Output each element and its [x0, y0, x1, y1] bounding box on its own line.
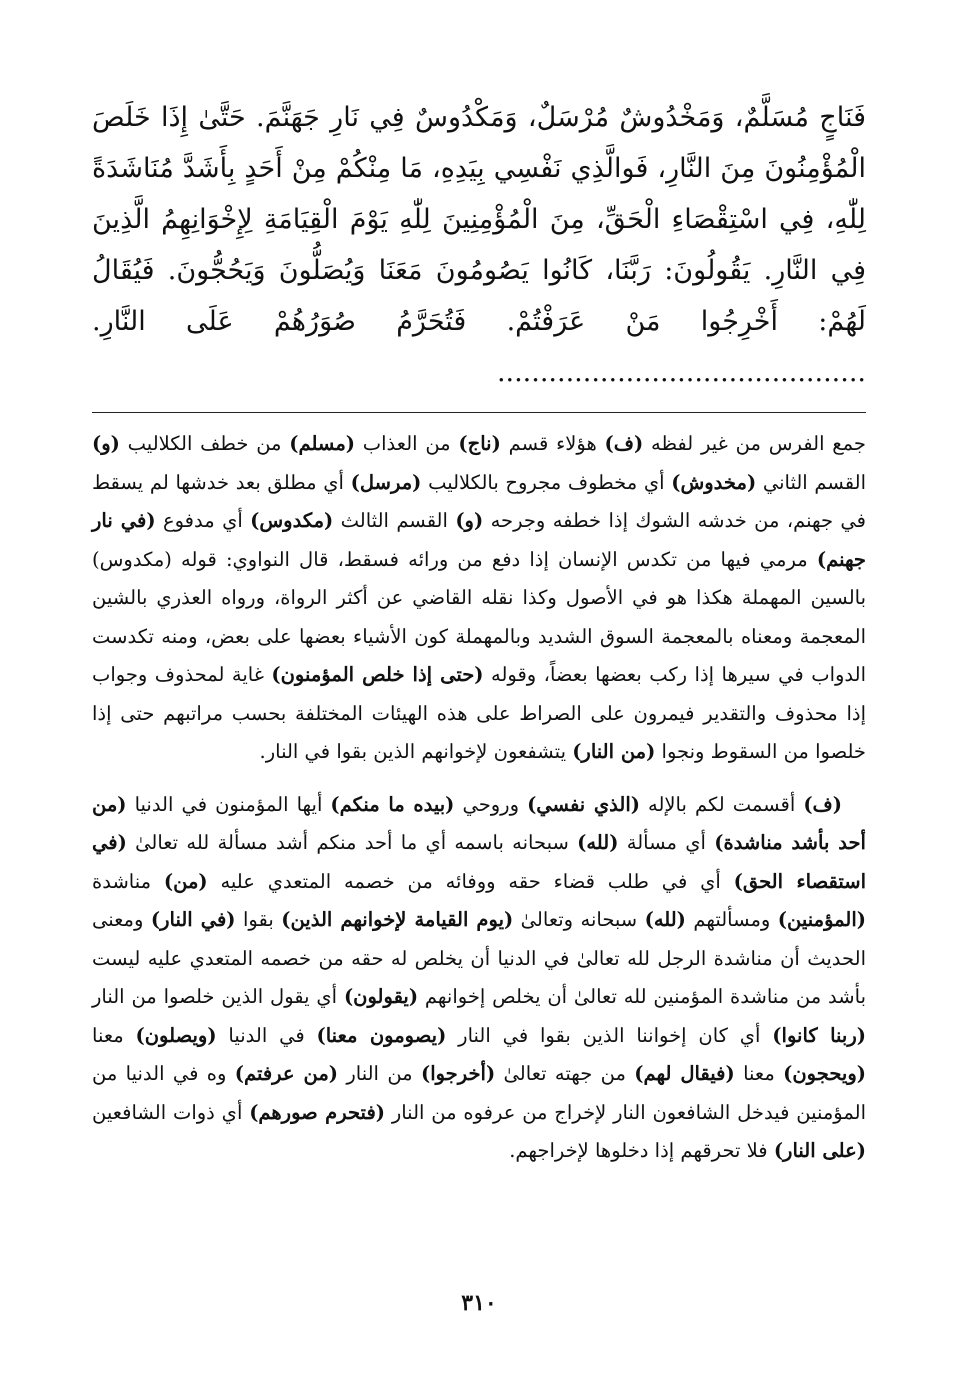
- commentary-p2-lemma: (ويصلون): [135, 1023, 217, 1047]
- commentary-p1-lemma: (مرسل): [350, 470, 422, 494]
- commentary-p1-text: القسم الثاني: [756, 470, 866, 494]
- commentary-p2-lemma: (يوم القيامة لإخوانهم الذين): [281, 908, 514, 931]
- commentary-p2-text: في الدنيا: [216, 1023, 317, 1047]
- commentary-p2-lemma: (الذي نفسي): [527, 792, 640, 816]
- commentary-p2-text: سبحانه وتعالىٰ: [513, 908, 645, 931]
- commentary-p1-text: من خطف الكلاليب: [119, 432, 290, 455]
- commentary-p2-text: بقوا: [235, 908, 282, 931]
- page-number: ٣١٠: [461, 1290, 497, 1316]
- commentary-p2-lemma: (ف): [803, 792, 842, 816]
- commentary-p1-lemma: (و): [455, 509, 484, 532]
- commentary-p1-text: غاية لمحذوف وجواب إذا محذوف والتقدير فيمرون على الصراط على هذه الهيئات المختلفة بحسب مراتبهم حتى إذا خلصوا من السقوط ونجوا: [92, 663, 866, 763]
- commentary-p2-lemma: (يصومون معنا): [316, 1023, 447, 1047]
- commentary-p1-text: جمع الفرس من غير لفظه: [643, 432, 866, 455]
- page: [92, 92, 866, 1339]
- commentary-p1-lemma: (حتى إذا خلص المؤمنون): [271, 663, 484, 686]
- commentary-p2-text: أي في طلب قضاء حقه ووفائه من خصمه المتعدي عليه: [207, 869, 734, 893]
- commentary-p2-lemma: (من عرفتم): [234, 1062, 339, 1085]
- commentary-p2-lemma: (أخرجوا): [420, 1062, 496, 1085]
- commentary-p2-text: سبحانه باسمه أي ما أحد منكم أشد مسألة لله تعالىٰ: [126, 831, 578, 854]
- commentary-p2-lemma: (لله): [577, 831, 619, 854]
- commentary-p2-text: وه في الدنيا من المؤمنين فيدخل الشافعون النار لإخراج من عرفوه من النار: [92, 1062, 866, 1124]
- commentary-p2-lemma: (لله): [644, 908, 686, 931]
- commentary-p2-text: أقسمت لكم بالإله: [639, 792, 804, 816]
- commentary-p2-text: أي كان إخواننا الذين بقوا في النار: [446, 1023, 773, 1047]
- commentary-p2-text: فلا تحرقهم إذا دخلوها لإخراجهم.: [509, 1139, 774, 1162]
- commentary-p1-lemma: (مسلم): [289, 432, 355, 455]
- commentary-p2-text: أي مسألة: [618, 831, 715, 854]
- commentary-p1-lemma: (ناج): [458, 432, 501, 455]
- separator-rule: [92, 412, 866, 413]
- commentary-p1-text: أي مدفوع: [155, 509, 251, 532]
- hadith-text: فَنَاجٍ مُسَلَّمٌ، وَمَخْدُوشٌ مُرْسَلٌ، وَمَكْدُوسٌ فِي نَارِ جَهَنَّمَ. حَتَّىٰ إِذَا خَلَصَ الْمُؤْمِنُونَ مِنَ النَّارِ، فَوالَّذِي نَفْسِي بِيَدِهِ، مَا مِنْكُمْ مِنْ أَحَدٍ بِأَشَدَّ مُنَاشَدَةً لِلّٰهِ، فِي اسْتِقْصَاءِ الْحَقِّ، مِنَ الْمُؤْمِنِينَ لِلّٰهِ يَوْمَ الْقِيَامَةِ لِإِخْوَانِهِمُ الَّذِينَ فِي النَّارِ. يَقُولُونَ: رَبَّنَا، كَانُوا يَصُومُونَ مَعَنَا وَيُصَلُّونَ وَيَحُجُّونَ. فَيُقَالُ لَهُمْ: أَخْرِجُوا مَنْ عَرَفْتُمْ. فَتُحَرَّمُ صُوَرُهُمْ عَلَى النَّارِ. ...........................................: [92, 102, 866, 388]
- commentary-p1-text: القسم الثالث: [333, 509, 456, 532]
- commentary-p2-text: أي ذوات الشافعين: [92, 1100, 250, 1124]
- commentary-p2-lemma: (فيقال لهم): [634, 1062, 735, 1085]
- commentary-p2-text: مناشدة: [92, 869, 164, 893]
- commentary-p2-lemma: (في النار): [150, 908, 236, 931]
- commentary-p2-lemma: (ربنا كانوا): [772, 1023, 866, 1047]
- commentary-block: [92, 425, 866, 1171]
- commentary-p2-lemma: (في استقصاء الحق): [92, 831, 866, 893]
- commentary-p2-text: من النار: [338, 1062, 421, 1085]
- commentary-p2-lemma: (على النار): [773, 1139, 866, 1162]
- commentary-p2-lemma: (المؤمنين): [777, 908, 867, 931]
- commentary-p2-text: ومسألتهم: [685, 908, 778, 931]
- commentary-p1-text: أي مطلق بعد خدشها لم يسقط في جهنم، من خدشه الشوك إذا خطفه وجرحه: [92, 470, 866, 532]
- commentary-paragraph-1: [92, 425, 866, 772]
- commentary-p1-text: هؤلاء قسم: [500, 432, 605, 455]
- commentary-p2-text: من جهته تعالىٰ: [495, 1062, 635, 1085]
- commentary-p2-text: أي يقول الذين خلصوا من النار: [92, 985, 344, 1008]
- commentary-p2-lemma: (يقولون): [343, 985, 419, 1008]
- commentary-paragraph-2: [92, 786, 866, 1171]
- commentary-p1-lemma: (و): [92, 432, 120, 455]
- commentary-p2-lemma: (ويحجون): [783, 1062, 866, 1085]
- commentary-p2-lemma: (بيده ما منكم): [330, 792, 455, 816]
- commentary-p1-lemma: (من النار): [572, 740, 656, 763]
- commentary-p2-text: معنا: [734, 1062, 784, 1085]
- hadith-text-block: [92, 92, 866, 398]
- commentary-p1-lemma: (ف): [604, 432, 644, 455]
- commentary-p1-lemma: (مكدوس): [250, 509, 334, 532]
- commentary-p2-text: معنا: [92, 1023, 136, 1047]
- commentary-p2-lemma: (من): [163, 869, 208, 893]
- commentary-p1-lemma: (مخدوش): [671, 470, 757, 494]
- commentary-p2-text: أيها المؤمنون في الدنيا: [126, 792, 331, 816]
- commentary-p2-lemma: (فتحرم صورهم): [249, 1100, 385, 1124]
- commentary-p2-lemma: (من أحد بأشد مناشدة): [92, 792, 866, 854]
- commentary-p1-text: من العذاب: [355, 432, 459, 455]
- commentary-p2-text: وروحي: [454, 792, 528, 816]
- commentary-p1-lemma: (في نار جهنم): [92, 509, 866, 571]
- commentary-p1-text: مرمي فيها من تكدس الإنسان إذا دفع من ورائه فسقط، قال النواوي: قوله (مكدوس) بالسين المهملة هكذا هو في الأصول وكذا نقله القاضي عن أكثر الرواة، ورواه العذري بالشين المعجمة ومعناه بالمعجمة السوق الشديد وبالمهملة كون الأشياء بعضها على بعض، ومنه تكدست الدواب في سيرها إذا ركب بعضها بعضاً، وقوله: [92, 547, 866, 686]
- commentary-p1-text: أي مخطوف مجروح بالكلاليب: [421, 470, 672, 494]
- commentary-p1-text: يتشفعون لإخوانهم الذين بقوا في النار.: [259, 740, 573, 763]
- commentary-p2-text: ومعنى الحديث أن مناشدة الرجل لله تعالىٰ في الدنيا أن يخلص له حقه من خصمه المتعدي عليه ليست بأشد من مناشدة المؤمنين لله تعالىٰ أن يخلص إخوانهم: [92, 908, 866, 1008]
